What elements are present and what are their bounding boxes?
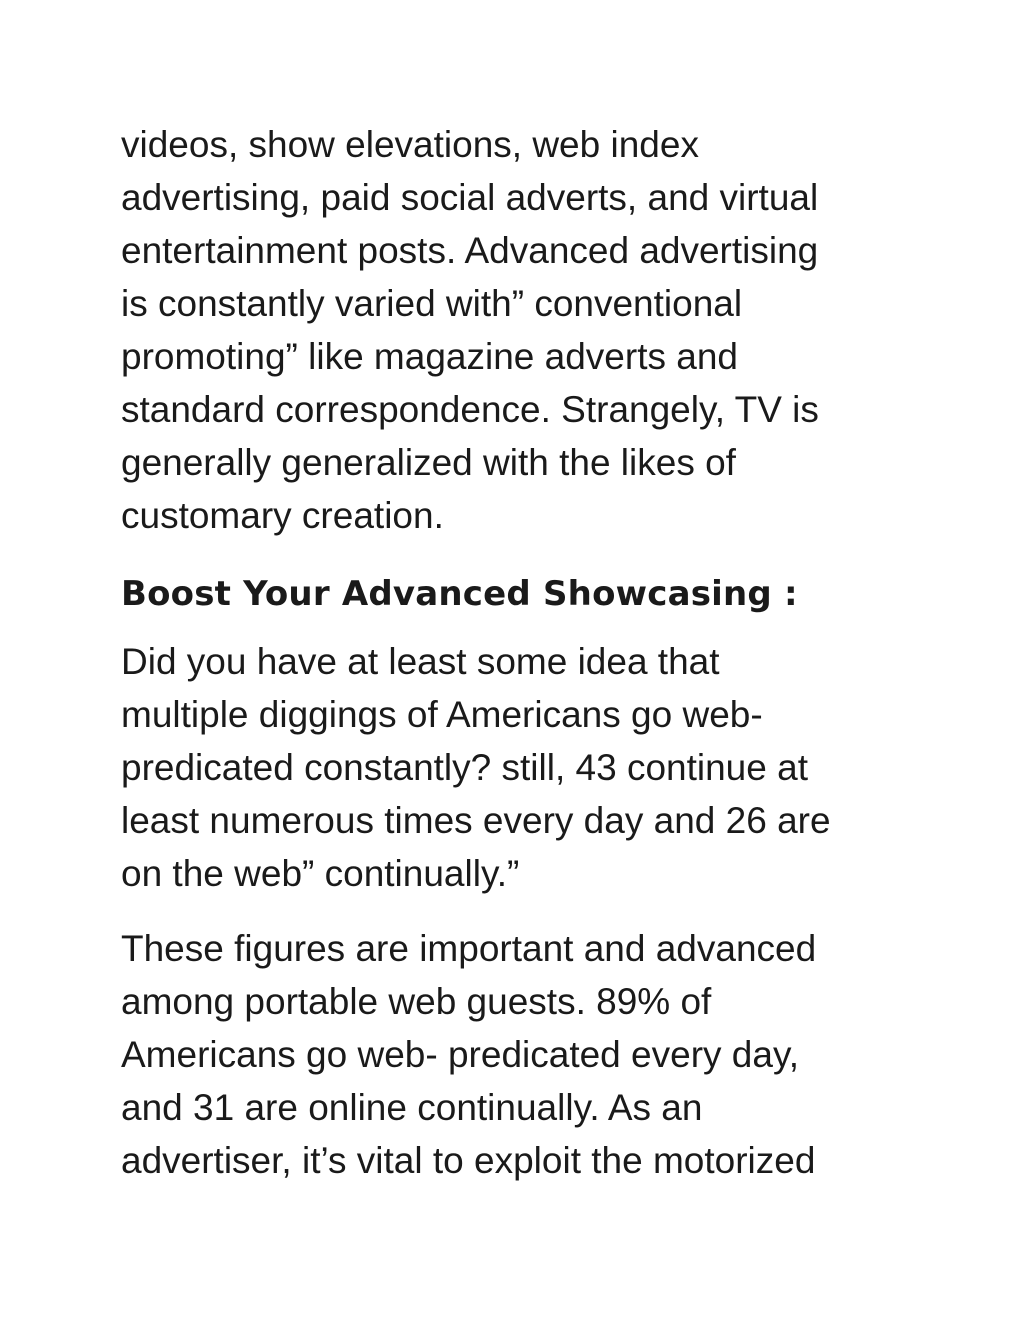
text-line: is constantly varied with” conventional — [121, 283, 743, 324]
paragraph-statistics — [121, 635, 911, 900]
text-line: generally generalized with the likes of — [121, 442, 736, 483]
text-line: least numerous times every day and 26 are — [121, 800, 831, 841]
section-heading: Boost Your Advanced Showcasing : — [121, 574, 798, 614]
text-line: customary creation. — [121, 495, 444, 536]
paragraph-intro — [121, 118, 911, 542]
text-line: advertising, paid social adverts, and virtual — [121, 177, 819, 218]
text-line: Did you have at least some idea that — [121, 641, 720, 682]
document-content — [121, 118, 911, 1187]
text-line: These figures are important and advanced — [121, 928, 817, 969]
text-line: on the web” continually.” — [121, 853, 520, 894]
text-line: standard correspondence. Strangely, TV is — [121, 389, 819, 430]
text-line: promoting” like magazine adverts and — [121, 336, 738, 377]
text-line: videos, show elevations, web index — [121, 124, 699, 165]
text-line: advertiser, it’s vital to exploit the motorized — [121, 1140, 816, 1181]
text-line: multiple diggings of Americans go web- — [121, 694, 763, 735]
paragraph-mobile — [121, 922, 911, 1187]
text-line: and 31 are online continually. As an — [121, 1087, 703, 1128]
text-line: predicated constantly? still, 43 continue at — [121, 747, 808, 788]
text-line: Americans go web- predicated every day, — [121, 1034, 799, 1075]
text-line: among portable web guests. 89% of — [121, 981, 712, 1022]
text-line: entertainment posts. Advanced advertising — [121, 230, 819, 271]
